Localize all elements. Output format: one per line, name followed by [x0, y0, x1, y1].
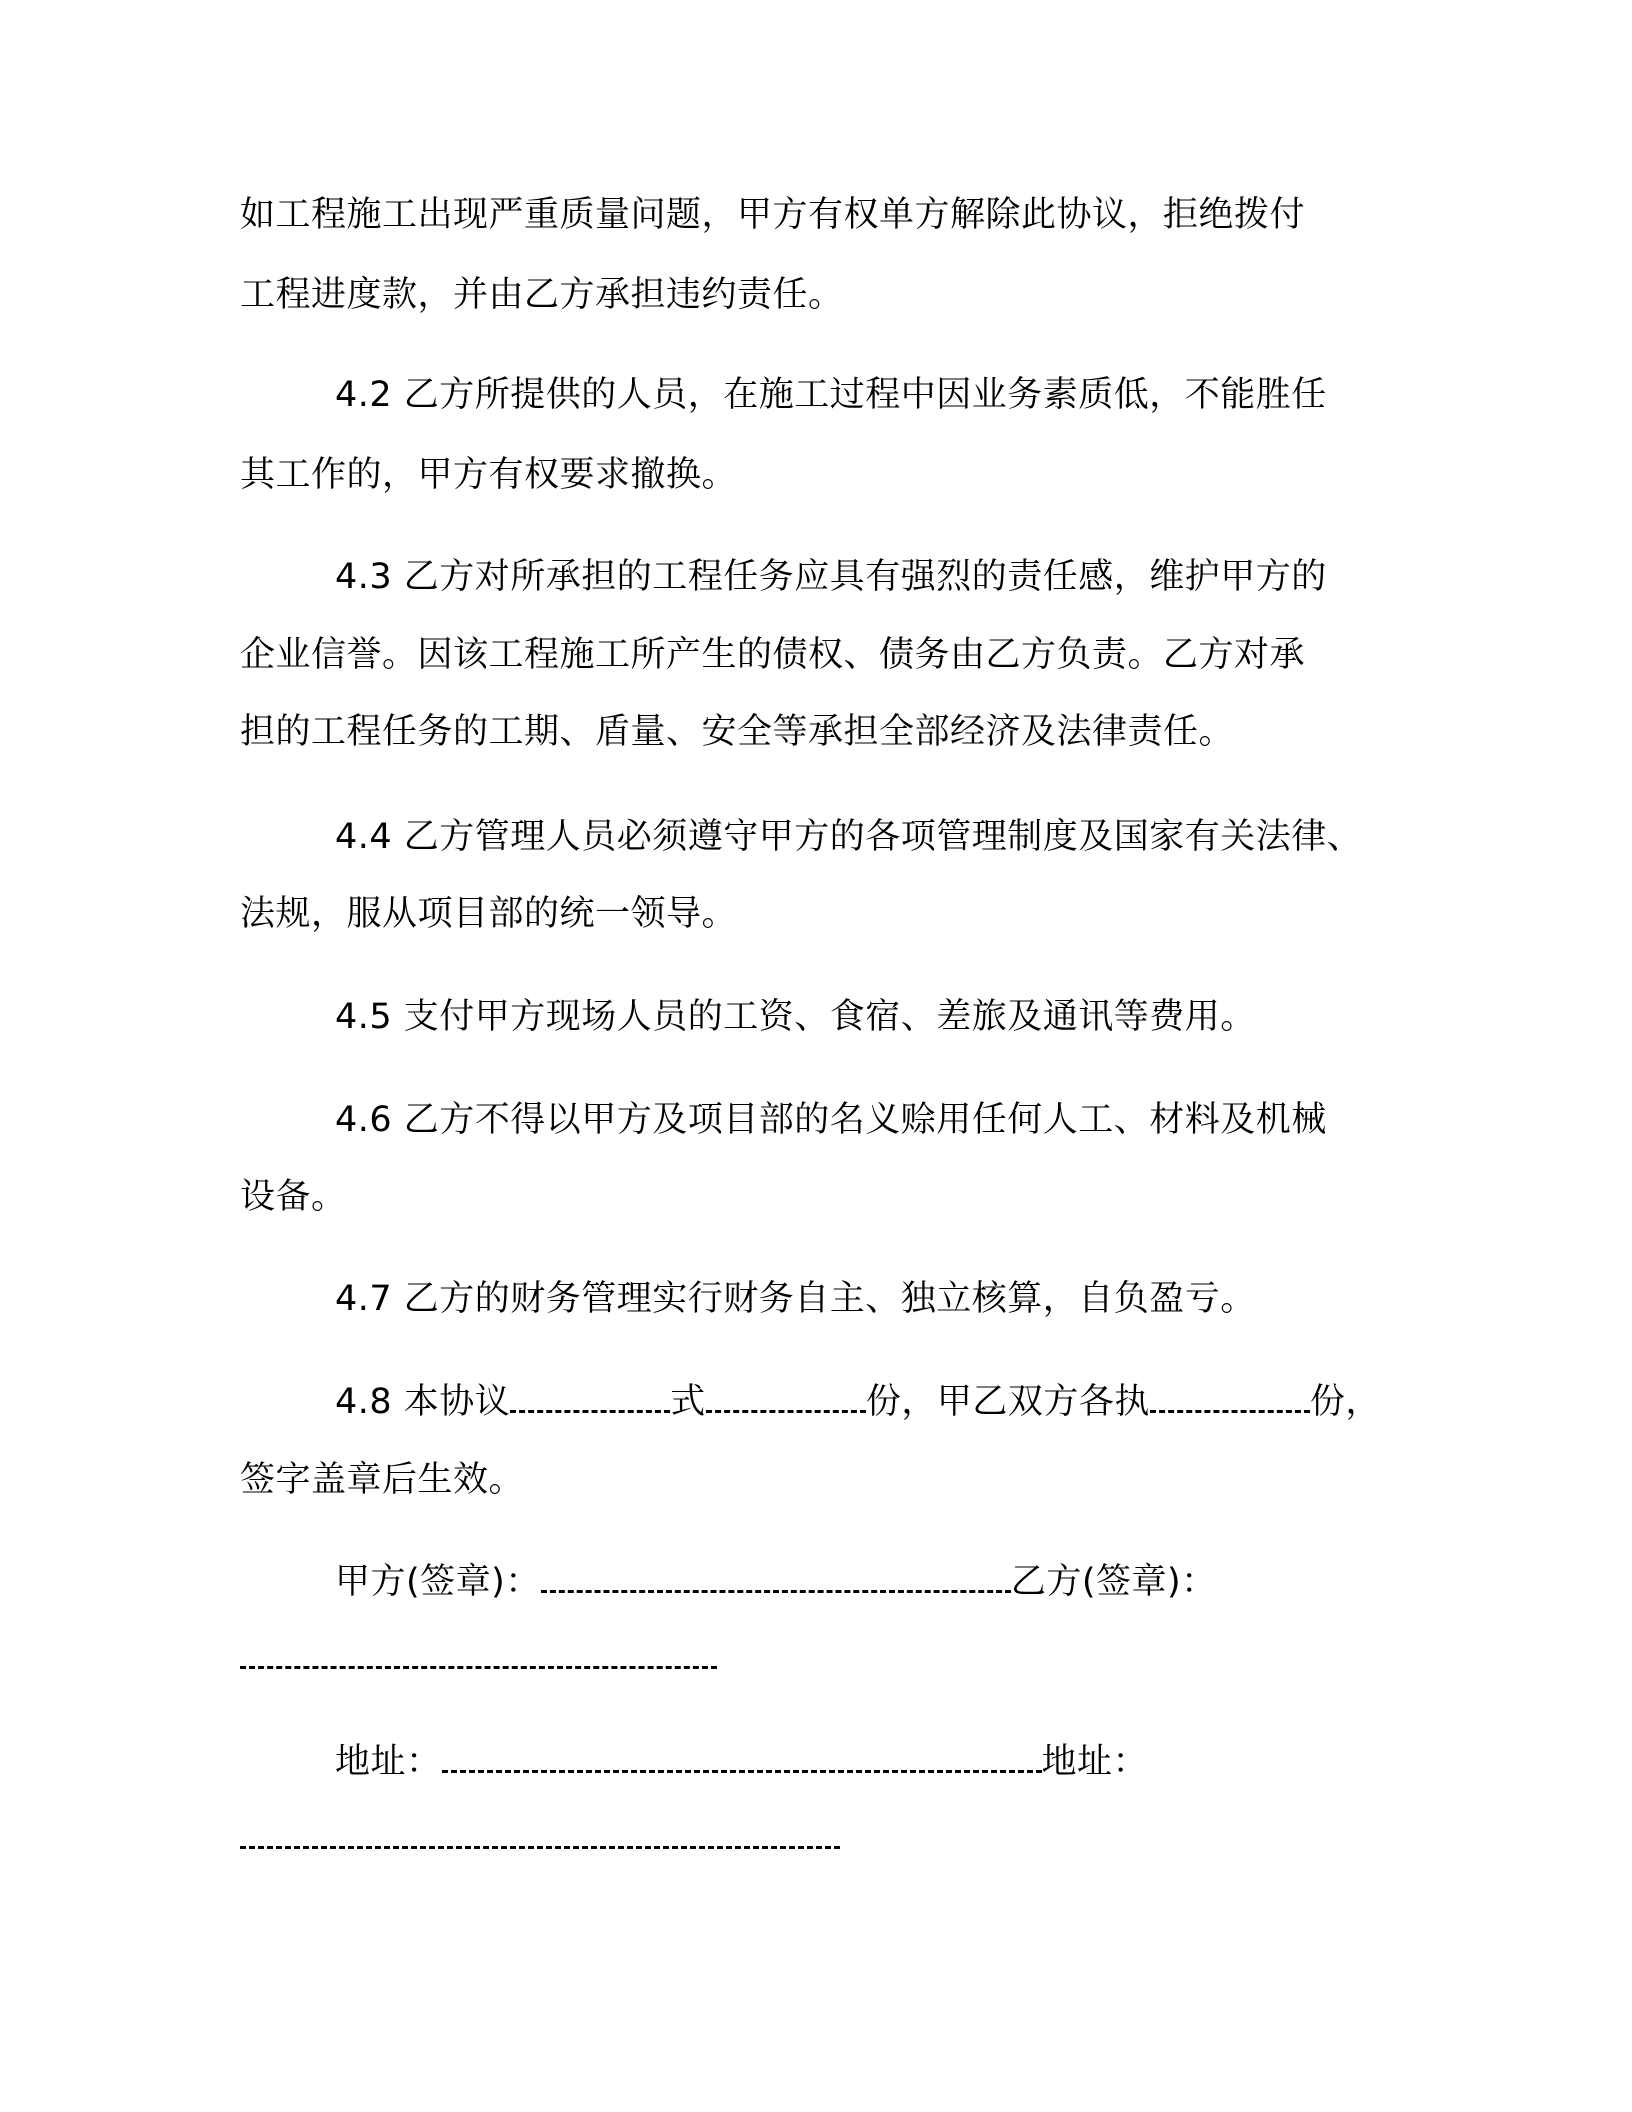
clause-4-2-line: 其工作的，甲方有权要求撤换。	[240, 455, 738, 495]
clause-4-6-line: 设备。	[240, 1177, 347, 1217]
clause-4-8-prefix: 4.8 本协议	[335, 1382, 511, 1422]
party-b-signature-blank[interactable]	[240, 1666, 717, 1669]
party-b-signature-label: 乙方(签章)：	[1010, 1562, 1217, 1602]
clause-4-7-line: 4.7 乙方的财务管理实行财务自主、独立核算，自负盈亏。	[335, 1279, 1256, 1319]
clause-4-6-line: 4.6 乙方不得以甲方及项目部的名义赊用任何人工、材料及机械	[335, 1100, 1327, 1140]
clause-4-4-line: 法规，服从项目部的统一领导。	[240, 894, 738, 934]
signature-line	[335, 1560, 1217, 1604]
copies-each-blank[interactable]	[1150, 1380, 1310, 1413]
paragraph-line: 如工程施工出现严重质量问题，甲方有权单方解除此协议，拒绝拨付	[240, 195, 1306, 235]
clause-4-8-end: 份，	[1309, 1382, 1381, 1422]
clause-4-3-line: 企业信誉。因该工程施工所产生的债权、债务由乙方负责。乙方对承	[240, 635, 1306, 675]
party-b-address-label: 地址：	[1041, 1742, 1149, 1782]
clause-4-8-mid2: 份，甲乙双方各执	[865, 1382, 1150, 1422]
clause-4-5-line: 4.5 支付甲方现场人员的工资、食宿、差旅及通讯等费用。	[335, 997, 1256, 1037]
copies-count-blank[interactable]	[706, 1380, 866, 1413]
address-line	[335, 1740, 1148, 1784]
paragraph-line: 工程进度款，并由乙方承担违约责任。	[240, 275, 844, 315]
clause-4-8-line	[335, 1380, 1381, 1424]
party-a-signature-label: 甲方(签章)：	[335, 1562, 541, 1602]
clause-4-4-line: 4.4 乙方管理人员必须遵守甲方的各项管理制度及国家有关法律、	[335, 817, 1363, 857]
clause-4-8-mid1: 式	[670, 1382, 706, 1422]
clause-4-8-line: 签字盖章后生效。	[240, 1460, 525, 1500]
party-a-address-label: 地址：	[335, 1742, 442, 1782]
clause-4-3-line: 担的工程任务的工期、盾量、安全等承担全部经济及法律责任。	[240, 712, 1235, 752]
clause-4-2-line: 4.2 乙方所提供的人员，在施工过程中因业务素质低，不能胜任	[335, 375, 1327, 415]
copies-total-blank[interactable]	[510, 1380, 670, 1413]
party-b-address-blank[interactable]	[240, 1846, 840, 1849]
party-a-address-blank[interactable]	[442, 1740, 1042, 1773]
party-a-signature-blank[interactable]	[541, 1560, 1011, 1593]
clause-4-3-line: 4.3 乙方对所承担的工程任务应具有强烈的责任感，维护甲方的	[335, 557, 1327, 597]
